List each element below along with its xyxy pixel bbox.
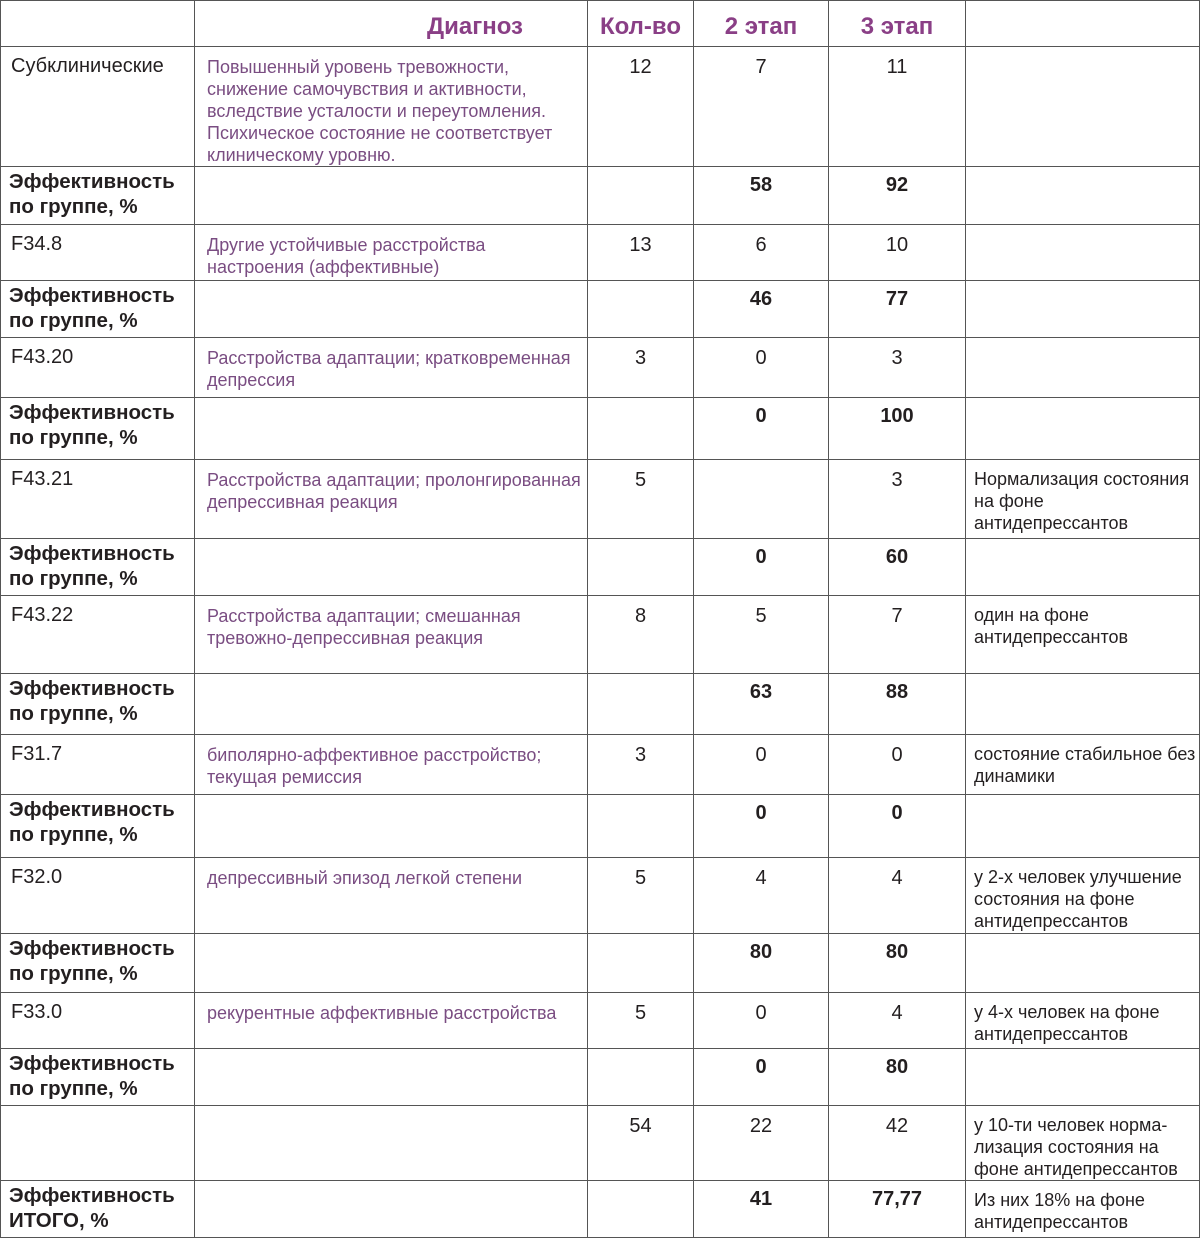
empty-cell [195,1106,588,1181]
stage3-cell: 7 [829,596,966,674]
stage3-cell: 0 [829,735,966,795]
efficiency-row [1,1049,1200,1106]
diagnosis-description: Повышенный уровень тревожности, снижение самочувствия и активности, вследствие усталости и переутомления. Психическое состояние не соответствует клиническому уровню. [195,47,588,167]
efficiency-stage2: 63 [694,674,829,735]
total-count: 54 [588,1106,694,1181]
stage3-cell: 4 [829,993,966,1049]
efficiency-row [1,539,1200,596]
empty-cell [966,539,1200,596]
table-row [1,225,1200,281]
stage2-cell: 5 [694,596,829,674]
table-row [1,858,1200,934]
total-note: у 10-ти человек норма- лизация состояния на фоне антидепрессантов [966,1106,1200,1181]
header-stage2: 2 этап [694,1,829,47]
total-efficiency-stage3: 77,77 [829,1181,966,1238]
efficiency-stage3: 88 [829,674,966,735]
empty-cell [588,934,694,993]
table-row [1,47,1200,167]
totals-row [1,1106,1200,1181]
empty-cell [966,167,1200,225]
header-empty-cell [1,1,195,47]
diagnosis-code: F33.0 [1,993,195,1049]
efficiency-label: Эффективность по группе, % [1,167,195,225]
efficiency-label: Эффективность по группе, % [1,795,195,858]
empty-cell [588,539,694,596]
diagnosis-description: депрессивный эпизод легкой степени [195,858,588,934]
table-row [1,460,1200,539]
efficiency-label: Эффективность по группе, % [1,398,195,460]
note-cell [966,338,1200,398]
count-cell: 3 [588,735,694,795]
count-cell: 13 [588,225,694,281]
efficiency-label: Эффективность по группе, % [1,539,195,596]
stage2-cell: 4 [694,858,829,934]
total-efficiency-stage2: 41 [694,1181,829,1238]
stage2-cell: 0 [694,993,829,1049]
stage2-cell: 0 [694,338,829,398]
diagnosis-code: F43.21 [1,460,195,539]
diagnosis-description: Расстройства адаптации; пролонгированная депрессивная реакция [195,460,588,539]
total-stage2: 22 [694,1106,829,1181]
note-cell [966,225,1200,281]
efficiency-label: Эффективность по группе, % [1,934,195,993]
empty-cell [588,1049,694,1106]
empty-cell [195,1181,588,1238]
header-notes-cell [966,1,1200,47]
table-row [1,338,1200,398]
diagnosis-description: биполярно-аффективное расстройство; текущая ремиссия [195,735,588,795]
empty-cell [966,674,1200,735]
efficiency-stage3: 80 [829,1049,966,1106]
diagnosis-code: Субклинические [1,47,195,167]
empty-cell [195,795,588,858]
diagnosis-code: F32.0 [1,858,195,934]
count-cell: 5 [588,858,694,934]
efficiency-stage3: 0 [829,795,966,858]
header-diagnosis: Диагноз [195,1,588,47]
stage2-cell [694,460,829,539]
total-efficiency-note: Из них 18% на фоне антидепрессантов [966,1181,1200,1238]
count-cell: 12 [588,47,694,167]
empty-cell [966,398,1200,460]
efficiency-stage2: 80 [694,934,829,993]
empty-cell [195,934,588,993]
empty-cell [195,398,588,460]
table-row [1,993,1200,1049]
diagnosis-description: Расстройства адаптации; кратковременная депрессия [195,338,588,398]
efficiency-label: Эффективность по группе, % [1,1049,195,1106]
empty-cell [195,1049,588,1106]
table-row [1,735,1200,795]
efficiency-stage2: 0 [694,795,829,858]
efficiency-stage3: 100 [829,398,966,460]
diagnosis-description: Расстройства адаптации; смешанная тревожно-депрессивная реакция [195,596,588,674]
note-cell: Нормализация состояния на фоне антидепрессантов [966,460,1200,539]
header-count: Кол-во [588,1,694,47]
diagnosis-description: Другие устойчивые расстройства настроения (аффективные) [195,225,588,281]
diagnosis-code: F34.8 [1,225,195,281]
total-efficiency-row [1,1181,1200,1238]
efficiency-label: Эффективность по группе, % [1,281,195,338]
header-row [1,1,1200,47]
empty-cell [1,1106,195,1181]
note-cell: состояние стабильное без динамики [966,735,1200,795]
stage3-cell: 3 [829,460,966,539]
table-row [1,596,1200,674]
empty-cell [588,281,694,338]
count-cell: 8 [588,596,694,674]
stage3-cell: 10 [829,225,966,281]
total-efficiency-label: Эффективность ИТОГО, % [1,1181,195,1238]
stage2-cell: 6 [694,225,829,281]
stage3-cell: 3 [829,338,966,398]
efficiency-stage3: 77 [829,281,966,338]
efficiency-row [1,934,1200,993]
empty-cell [588,674,694,735]
empty-cell [966,934,1200,993]
efficiency-row [1,674,1200,735]
empty-cell [588,1181,694,1238]
diagnosis-code: F43.22 [1,596,195,674]
count-cell: 5 [588,993,694,1049]
stage3-cell: 11 [829,47,966,167]
efficiency-stage2: 58 [694,167,829,225]
note-cell [966,47,1200,167]
empty-cell [966,795,1200,858]
empty-cell [195,674,588,735]
efficiency-row [1,167,1200,225]
stage3-cell: 4 [829,858,966,934]
efficiency-stage3: 80 [829,934,966,993]
note-cell: у 2-х человек улучшение состояния на фоне антидепрессантов [966,858,1200,934]
empty-cell [195,281,588,338]
efficiency-stage2: 46 [694,281,829,338]
empty-cell [966,1049,1200,1106]
efficiency-stage2: 0 [694,1049,829,1106]
count-cell: 3 [588,338,694,398]
efficiency-stage3: 92 [829,167,966,225]
empty-cell [195,539,588,596]
diagnosis-code: F31.7 [1,735,195,795]
total-stage3: 42 [829,1106,966,1181]
note-cell: один на фоне антидепрессантов [966,596,1200,674]
efficiency-row [1,281,1200,338]
diagnosis-description: рекурентные аффективные расстройства [195,993,588,1049]
efficiency-stage3: 60 [829,539,966,596]
empty-cell [588,398,694,460]
efficiency-row [1,398,1200,460]
efficiency-stage2: 0 [694,539,829,596]
stage2-cell: 7 [694,47,829,167]
diagnosis-code: F43.20 [1,338,195,398]
efficiency-label: Эффективность по группе, % [1,674,195,735]
empty-cell [966,281,1200,338]
efficiency-row [1,795,1200,858]
empty-cell [588,795,694,858]
stage2-cell: 0 [694,735,829,795]
header-stage3: 3 этап [829,1,966,47]
count-cell: 5 [588,460,694,539]
note-cell: у 4-х человек на фоне антидепрессантов [966,993,1200,1049]
empty-cell [195,167,588,225]
efficiency-stage2: 0 [694,398,829,460]
empty-cell [588,167,694,225]
